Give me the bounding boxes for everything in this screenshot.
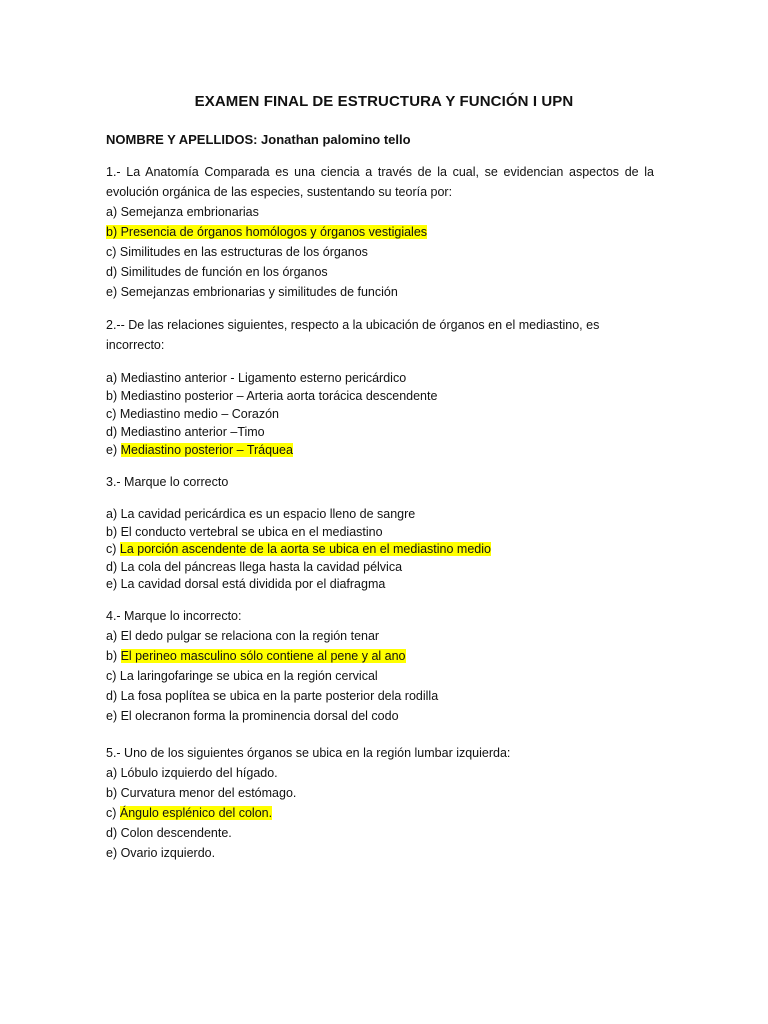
q2-stem-line-2: incorrecto: bbox=[106, 338, 165, 352]
q5-option-b: b) Curvatura menor del estómago. bbox=[106, 786, 297, 800]
q4-option-a: a) El dedo pulgar se relaciona con la región tenar bbox=[106, 629, 380, 643]
q1-option-d: d) Similitudes de función en los órganos bbox=[106, 265, 328, 279]
q1-option-c: c) Similitudes en las estructuras de los órganos bbox=[106, 245, 368, 259]
q2-option-d: d) Mediastino anterior –Timo bbox=[106, 425, 265, 439]
q1-stem-line-1: 1.- La Anatomía Comparada es una ciencia a través de la cual, se evidencian aspectos de la bbox=[106, 165, 654, 179]
exam-title: EXAMEN FINAL DE ESTRUCTURA Y FUNCIÓN I UPN bbox=[194, 93, 574, 110]
q4-option-b-highlighted: El perineo masculino sólo contiene al pene y al ano bbox=[120, 649, 406, 663]
q5-option-d: d) Colon descendente. bbox=[106, 826, 232, 840]
question-1 bbox=[106, 162, 654, 302]
q3-option-c-highlighted: La porción ascendente de la aorta se ubica en el mediastino medio bbox=[119, 542, 491, 556]
q1-option-a: a) Semejanza embrionarias bbox=[106, 205, 259, 219]
q3-option-a: a) La cavidad pericárdica es un espacio lleno de sangre bbox=[106, 507, 416, 521]
q2-option-e-highlighted: Mediastino posterior – Tráquea bbox=[120, 443, 293, 457]
question-5 bbox=[106, 743, 654, 863]
q3-option-c-prefix: c) bbox=[106, 542, 120, 556]
q5-option-c-prefix: c) bbox=[106, 806, 120, 820]
student-name: NOMBRE Y APELLIDOS: Jonathan palomino tello bbox=[106, 132, 411, 147]
q4-option-e: e) El olecranon forma la prominencia dorsal del codo bbox=[106, 709, 399, 723]
q3-option-d: d) La cola del páncreas llega hasta la cavidad pélvica bbox=[106, 559, 403, 574]
q2-option-c: c) Mediastino medio – Corazón bbox=[106, 407, 279, 421]
q3-option-b: b) El conducto vertebral se ubica en el mediastino bbox=[106, 524, 383, 539]
q4-stem: 4.- Marque lo incorrecto: bbox=[106, 609, 242, 623]
question-3 bbox=[106, 472, 654, 594]
q4-option-b-prefix: b) bbox=[106, 649, 121, 663]
q1-stem-line-2: evolución orgánica de las especies, sustentando su teoría por: bbox=[106, 185, 453, 199]
q2-option-b: b) Mediastino posterior – Arteria aorta torácica descendente bbox=[106, 389, 438, 403]
q4-option-d: d) La fosa poplítea se ubica en la parte posterior dela rodilla bbox=[106, 689, 439, 703]
q1-option-e: e) Semejanzas embrionarias y similitudes de función bbox=[106, 285, 398, 299]
question-2 bbox=[106, 315, 654, 459]
q1-option-b-highlighted: b) Presencia de órganos homólogos y órganos vestigiales bbox=[106, 225, 428, 239]
q2-option-e-prefix: e) bbox=[106, 443, 121, 457]
q4-option-c: c) La laringofaringe se ubica en la región cervical bbox=[106, 669, 378, 683]
q3-stem: 3.- Marque lo correcto bbox=[106, 475, 229, 489]
q5-option-c-highlighted: Ángulo esplénico del colon. bbox=[119, 806, 273, 820]
q2-stem-line-1: 2.-- De las relaciones siguientes, respecto a la ubicación de órganos en el mediastino, es bbox=[106, 318, 600, 332]
question-4 bbox=[106, 606, 654, 726]
q2-option-a: a) Mediastino anterior - Ligamento esterno pericárdico bbox=[106, 371, 407, 385]
q5-option-e: e) Ovario izquierdo. bbox=[106, 846, 216, 860]
q5-stem: 5.- Uno de los siguientes órganos se ubica en la región lumbar izquierda: bbox=[106, 746, 511, 760]
q5-option-a: a) Lóbulo izquierdo del hígado. bbox=[106, 766, 278, 780]
q3-option-e: e) La cavidad dorsal está dividida por el diafragma bbox=[106, 577, 386, 591]
